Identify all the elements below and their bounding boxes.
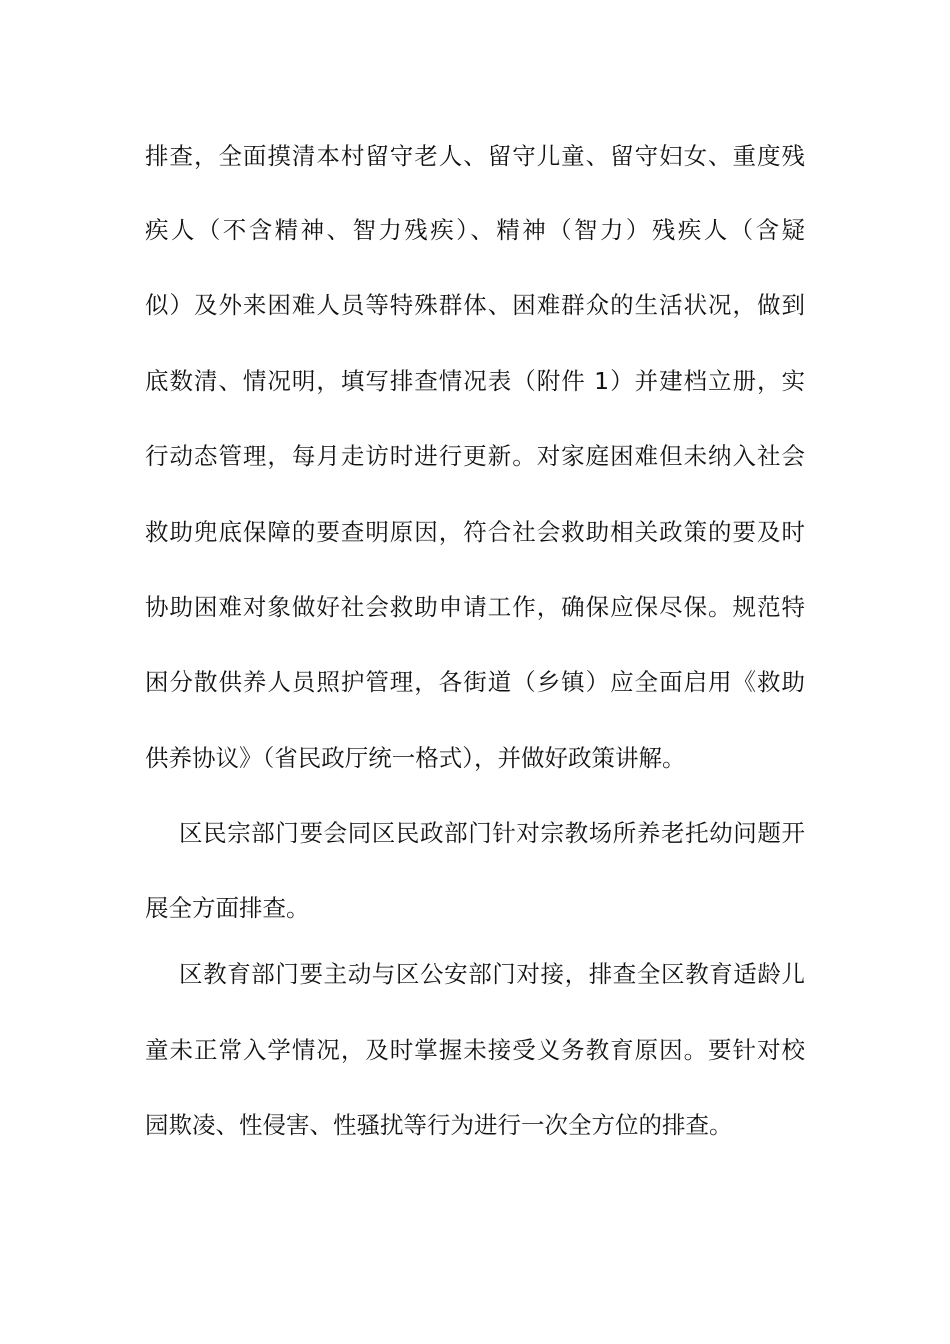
paragraph-1-line-6: 救助兜底保障的要查明原因，符合社会救助相关政策的要及时	[145, 518, 805, 546]
paragraph-2-line-1: 区民宗部门要会同区民政部门针对宗教场所养老托幼问题开	[179, 819, 805, 847]
paragraph-2-line-2: 展全方面排查。	[145, 894, 310, 922]
paragraph-3-line-3: 园欺凌、性侵害、性骚扰等行为进行一次全方位的排查。	[145, 1111, 733, 1139]
paragraph-1-line-1: 排查，全面摸清本村留守老人、留守儿童、留守妇女、重度残	[145, 142, 805, 170]
paragraph-3-line-2: 童未正常入学情况，及时掌握未接受义务教育原因。要针对校	[145, 1036, 805, 1064]
paragraph-1-line-4: 底数清、情况明，填写排查情况表（附件 1）并建档立册，实	[145, 367, 805, 395]
paragraph-1-line-9: 供养协议》（省民政厅统一格式），并做好政策讲解。	[145, 744, 686, 772]
paragraph-1-line-5: 行动态管理，每月走访时进行更新。对家庭困难但未纳入社会	[145, 442, 805, 470]
paragraph-1-line-7: 协助困难对象做好社会救助申请工作，确保应保尽保。规范特	[145, 593, 805, 621]
paragraph-3-line-1: 区教育部门要主动与区公安部门对接，排查全区教育适龄儿	[179, 960, 805, 988]
paragraph-1-line-2: 疾人（不含精神、智力残疾）、精神（智力）残疾人（含疑	[145, 216, 805, 244]
paragraph-1-line-8: 困分散供养人员照护管理，各街道（乡镇）应全面启用《救助	[145, 668, 805, 696]
paragraph-1-line-3: 似）及外来困难人员等特殊群体、困难群众的生活状况，做到	[145, 291, 805, 319]
